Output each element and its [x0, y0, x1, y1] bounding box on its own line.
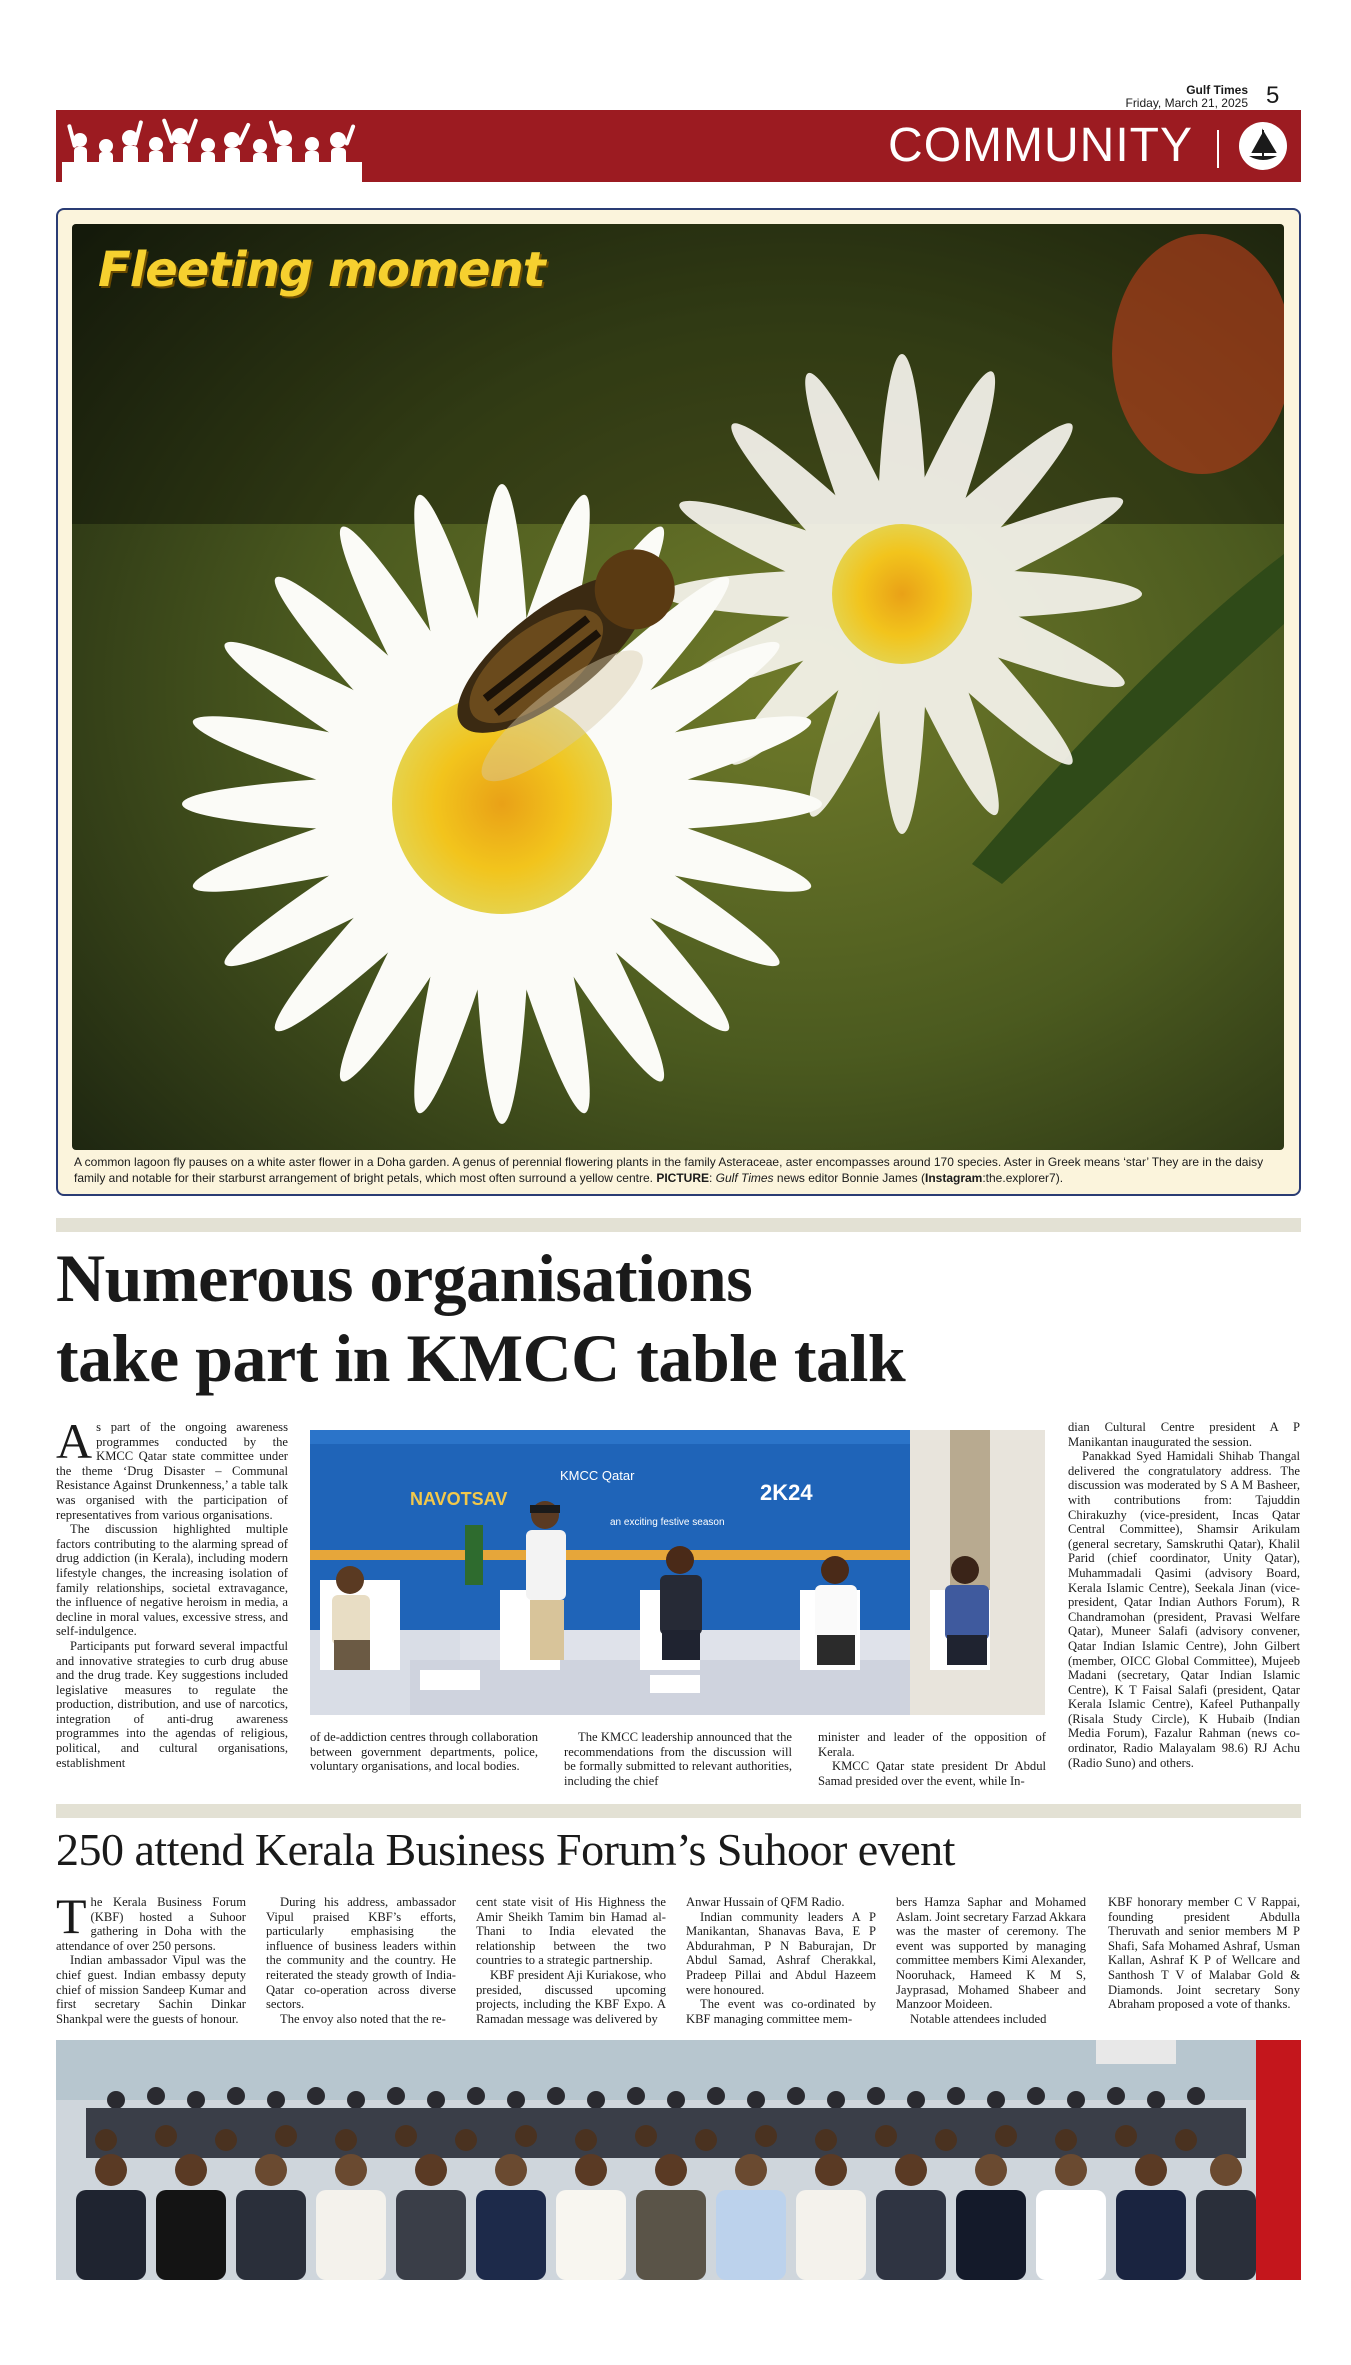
- section-rule: [56, 1218, 1301, 1232]
- paragraph: bers Hamza Saphar and Mohamed Aslam. Joint secretary Farzad Akkara was the master of ceremony. The event was supported by managing committee members Kimi Alexander, Nooruhack, Hameed K M S, Jayprasad, Mohamed Shabeer and Manzoor Moideen.: [896, 1895, 1086, 2012]
- drop-cap: A: [56, 1413, 93, 1469]
- kmcc-event-photo: [310, 1430, 1045, 1715]
- article1-col4: [818, 1730, 1046, 1788]
- page-number: 5: [1266, 82, 1280, 109]
- suhoor-group-photo: [56, 2040, 1301, 2280]
- paragraph: he Kerala Business Forum (KBF) hosted a Suhoor gathering in Doha with the attendance of over 250 persons.: [56, 1895, 246, 1953]
- section-rule: [56, 1804, 1301, 1818]
- credit-publication: Gulf Times: [715, 1171, 774, 1185]
- masthead: [1082, 84, 1248, 110]
- publication-name: Gulf Times: [1186, 83, 1248, 97]
- article2-col3: [476, 1895, 666, 2026]
- article2-col4: [686, 1895, 876, 2026]
- paragraph: The envoy also noted that the re-: [280, 2011, 446, 2026]
- paragraph: During his address, ambassador Vipul praised KBF’s efforts, particularly emphasising the influence of business leaders within the community and the country. He reiterated the steady growth of India-Qatar co-operation across diverse sectors.: [266, 1895, 456, 2012]
- paragraph: Panakkad Syed Hamidali Shihab Thangal delivered the congratulatory address. The discussion was moderated by S A M Basheer, with contributions from: Tajuddin Chirakuzhy (vice-president, Incas Qatar Central Committee), Shamsir Arikulam (general secretary, Samskruthi Qatar), Khalil Parid (chief coordinator, Unity Qatar), Muhammadali Qasimi (advisory Board, Kerala Islamic Centre), Seekala Jinan (vice-president, Qatar Indian Authors Forum), R Chandramohan (president, Pravasi Welfare Qatar), Muneer Salafi (advisory convener, Qatar Indian Islamic Centre), John Gilbert (member, OICC Global Committee), Mujeeb Madani (secretary, Qatar Indian Islamic Centre), K T Faisal Salafi (president, Qatar Kerala Islamic Centre), Kafeel Puthanpally (Risala Study Circle), K Hubaib (Indian Media Forum), Fazalur Rahman (news co-ordinator, Radio Malayalam 98.6) RJ Achu (Radio Suno) and others.: [1068, 1449, 1300, 1770]
- paragraph: dian Cultural Centre president A P Manikantan inaugurated the session.: [1068, 1420, 1300, 1449]
- credit-text: news editor Bonnie James (: [776, 1171, 925, 1185]
- article1-col3: [564, 1730, 792, 1788]
- paragraph: Indian ambassador Vipul was the chief guest. Indian embassy deputy chief of mission Sandeep Kumar and first secretary Sachin Dinkar Shankpal were the guests of honour.: [56, 1953, 246, 2026]
- credit-label: PICTURE: [656, 1171, 709, 1185]
- article2-headline: 250 attend Kerala Business Forum’s Suhoor event: [56, 1824, 955, 1875]
- paragraph: Indian community leaders A P Manikantan, Shanavas Bava, E P Abdurahman, P N Baburajan, Dr Abdul Samad, Ashraf Cherakkal, Pradeep Pillai and Abdul Hazeem were honoured.: [686, 1909, 876, 1997]
- section-divider: [1217, 130, 1219, 168]
- headline-line: Numerous organisations: [56, 1240, 753, 1316]
- banner-org: KMCC Qatar: [560, 1468, 635, 1483]
- section-title: COMMUNITY: [888, 119, 1193, 172]
- banner-year: 2K24: [760, 1480, 813, 1505]
- paragraph: s part of the ongoing awareness programmes conducted by the KMCC Qatar state committee under the theme ‘Drug Disaster – Communal Resistance Against Drunkenness,’ a table talk was organised with the participation of representatives from various organisations.: [56, 1420, 288, 1522]
- credit-instagram-handle: :the.explorer7).: [982, 1171, 1064, 1185]
- caption-text: A common lagoon fly pauses on a white aster flower in a Doha garden. A genus of perennial flowering plants in the family Asteraceae, aster encompasses around 170 species. Aster in Greek means ‘star’ They are in the daisy family and notable for their starburst arrangement of bright petals, which most often surround a yellow centre.: [74, 1155, 1264, 1185]
- paragraph: KBF honorary member C V Rappai, founding president Abdulla Theruvath and senior members M P Shafi, Safa Mohamed Ashraf, Usman Kallan, Ashraf K P of Wellcare and Santhosh T V of Malabar Gold & Diamonds. Joint secretary Sony Abraham proposed a vote of thanks.: [1108, 1895, 1300, 2012]
- dhow-logo-icon: [1239, 122, 1287, 170]
- credit-instagram-label: Instagram: [924, 1171, 983, 1185]
- drop-cap: T: [56, 1888, 87, 1944]
- banner-subtitle: an exciting festive season: [610, 1517, 725, 1528]
- photo-title: Fleeting moment: [98, 242, 545, 298]
- paragraph: Participants put forward several impactful and innovative strategies to curb drug abuse and the drug trade. Key suggestions included legislative measures to regulate the production, distribution, and use of narcotics, integration of anti-drug awareness programmes into the agendas of religious, political, and cultural organisations, establishment: [56, 1638, 288, 1770]
- photo-caption: A common lagoon fly pauses on a white aster flower in a Doha garden. A genus of perennial flowering plants in the family Asteraceae, aster encompasses around 170 species. Aster in Greek means ‘star’ They are in the daisy family and notable for their starburst arrangement of bright petals, which most often surround a yellow centre. PICTURE: Gulf Times news editor Bonnie James (Instagram:the.explorer7).: [74, 1155, 1264, 1185]
- article2-col2: [266, 1895, 456, 2026]
- aster-flower-photo: [72, 224, 1284, 1150]
- article2-col5: [896, 1895, 1086, 2026]
- paragraph: The KMCC leadership announced that the recommendations from the discussion will be formally submitted to relevant authorities, including the chief: [564, 1730, 792, 1788]
- paragraph: minister and leader of the opposition of Kerala.: [818, 1730, 1046, 1759]
- issue-date: Friday, March 21, 2025: [1125, 96, 1248, 110]
- paragraph: The event was co-ordinated by KBF managing committee mem-: [686, 1997, 876, 2026]
- paragraph: cent state visit of His Highness the Amir Sheikh Tamim bin Hamad al-Thani to India elevated the relationship between the two countries to a strategic partnership.: [476, 1895, 666, 1968]
- article1-col2: [310, 1730, 538, 1774]
- article1-headline: [56, 1238, 1301, 1398]
- paragraph: Anwar Hussain of QFM Radio.: [686, 1895, 845, 1909]
- article2-col1: [56, 1888, 246, 2026]
- paragraph: of de-addiction centres through collaboration between government departments, police, voluntary organisations, and local bodies.: [310, 1730, 538, 1774]
- paragraph: KBF president Aji Kuriakose, who presided, discussed upcoming projects, including the KBF Expo. A Ramadan message was delivered by: [476, 1967, 666, 2026]
- section-band: [56, 110, 1301, 182]
- article1-col1: [56, 1413, 288, 1770]
- paragraph: Notable attendees included: [910, 2011, 1047, 2026]
- banner-left: NAVOTSAV: [410, 1489, 508, 1509]
- headline-line: take part in KMCC table talk: [56, 1320, 906, 1396]
- crowd-silhouette-icon: [62, 118, 362, 182]
- article1-col5: [1068, 1420, 1300, 1770]
- paragraph: KMCC Qatar state president Dr Abdul Samad presided over the event, while In-: [818, 1759, 1046, 1788]
- article2-col6: [1108, 1895, 1300, 2012]
- paragraph: The discussion highlighted multiple factors contributing to the alarming spread of drug addiction (in Kerala), including modern lifestyle changes, the increasing isolation of family relationships, societal extravagance, the influence of negative heroism in media, a decline in moral values, excessive stress, and self-indulgence.: [56, 1522, 288, 1639]
